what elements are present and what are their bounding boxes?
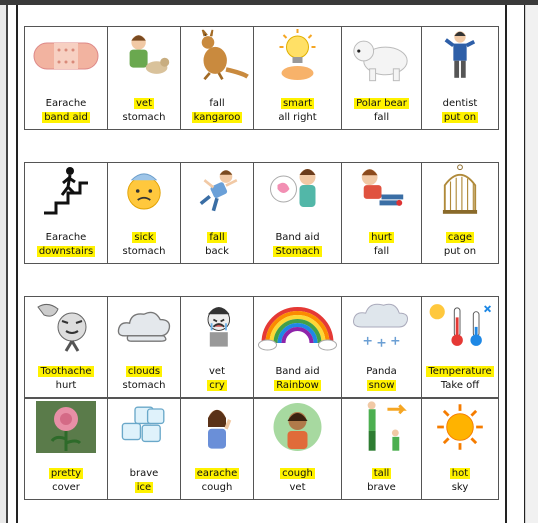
word-pair [108,365,180,393]
word-top [25,467,107,481]
vocabulary-card [253,162,342,264]
birdcage-icon [422,163,498,219]
plain-word: Band aid [275,366,320,377]
plain-word: Band aid [275,232,320,243]
highlighted-word: vet [136,98,152,109]
vocabulary-card [341,296,422,398]
plain-word: stomach [122,246,166,257]
word-pair [25,467,107,495]
highlighted-word: cry [209,380,225,391]
sheet-border-right [505,5,507,523]
word-pair [25,97,107,125]
stomach-boy-icon [254,163,341,219]
word-pair [422,467,498,495]
highlighted-word: Toothache [40,366,92,377]
vocabulary-card [421,26,499,130]
word-pair [422,365,498,393]
word-bottom [422,245,498,259]
word-top [342,467,421,481]
plain-word: stomach [122,380,166,391]
vocabulary-card [107,162,181,264]
vocabulary-card [180,398,254,500]
vocabulary-card [341,398,422,500]
word-pair [342,231,421,259]
vocabulary-card [180,26,254,130]
word-top [422,231,498,245]
word-bottom [108,379,180,393]
word-pair [181,467,253,495]
word-bottom [342,379,421,393]
plain-word: back [205,246,229,257]
word-bottom [108,245,180,259]
word-top [342,97,421,111]
polar-bear-icon [342,27,421,83]
downstairs-icon [25,163,107,219]
highlighted-word: pretty [50,468,82,479]
word-pair [254,231,341,259]
plain-word: put on [443,246,477,257]
idea-bulb-icon [254,27,341,83]
word-bottom [342,245,421,259]
word-bottom [25,245,107,259]
highlighted-word: hot [451,468,469,479]
rose-icon [25,399,107,455]
word-top [254,97,341,111]
plain-word: brave [367,482,396,493]
plain-word: sky [451,482,469,493]
word-bottom [254,111,341,125]
vocabulary-card [24,296,108,398]
plain-word: vet [289,482,306,493]
plain-word: fall [209,98,225,109]
highlighted-word: Rainbow [276,380,319,391]
plain-word: vet [209,366,225,377]
word-top [422,365,498,379]
word-bottom [108,481,180,495]
highlighted-word: Stomach [275,246,320,257]
word-pair [422,231,498,259]
hurt-boy-icon [342,163,421,219]
word-bottom [25,481,107,495]
highlighted-word: Temperature [428,366,492,377]
word-pair [108,467,180,495]
page-left-edge [6,5,8,523]
plain-word: all right [278,112,317,123]
plain-word: hurt [55,380,77,391]
word-pair [108,231,180,259]
vocabulary-card [24,398,108,500]
word-bottom [422,379,498,393]
tall-short-icon [342,399,421,455]
word-pair [254,97,341,125]
word-bottom [25,379,107,393]
word-bottom [108,111,180,125]
word-pair [342,97,421,125]
plain-word: cough [201,482,233,493]
vocabulary-card [24,26,108,130]
earache-girl-icon [181,399,253,455]
word-pair [181,97,253,125]
word-bottom [181,481,253,495]
word-bottom [342,111,421,125]
plain-word: brave [129,468,159,479]
clouds-icon [108,297,180,353]
word-top [25,97,107,111]
sheet-border-left [16,5,18,523]
word-pair [254,467,341,495]
plain-word: dentist [442,98,478,109]
word-top [108,365,180,379]
word-top [254,365,341,379]
word-top [181,97,253,111]
falling-boy-icon [181,163,253,219]
vocabulary-card [24,162,108,264]
snow-cloud-icon [342,297,421,353]
vocabulary-card [421,398,499,500]
toothache-icon [25,297,107,353]
vocabulary-card [421,296,499,398]
word-bottom [254,481,341,495]
dressing-person-icon [422,27,498,83]
sick-face-icon [108,163,180,219]
highlighted-word: smart [282,98,313,109]
vocabulary-card [180,162,254,264]
highlighted-word: band aid [44,112,88,123]
word-bottom [422,481,498,495]
ice-cubes-icon [108,399,180,455]
word-bottom [254,379,341,393]
vet-icon [108,27,180,83]
vocabulary-card [107,398,181,500]
highlighted-word: ice [136,482,152,493]
word-top [25,231,107,245]
word-bottom [254,245,341,259]
word-top [342,231,421,245]
word-bottom [422,111,498,125]
word-pair [422,97,498,125]
word-pair [181,365,253,393]
word-top [108,467,180,481]
band-aid-icon [25,27,107,83]
vocabulary-card [341,162,422,264]
vocabulary-card [253,26,342,130]
word-top [422,97,498,111]
vocabulary-card [107,296,181,398]
sun-icon [422,399,498,455]
word-bottom [181,245,253,259]
word-pair [108,97,180,125]
highlighted-word: downstairs [38,246,94,257]
highlighted-word: kangaroo [193,112,241,123]
word-top [108,97,180,111]
vocabulary-card [107,26,181,130]
word-pair [342,365,421,393]
highlighted-word: cage [447,232,473,243]
plain-word: fall [373,112,390,123]
vocabulary-card [421,162,499,264]
word-bottom [342,481,421,495]
plain-word: Take off [440,380,480,391]
plain-word: Earache [45,98,87,109]
highlighted-word: put on [443,112,477,123]
word-top [181,365,253,379]
word-top [422,467,498,481]
highlighted-word: hurt [371,232,392,243]
crying-boy-icon [181,297,253,353]
word-top [254,231,341,245]
word-bottom [181,379,253,393]
word-pair [342,467,421,495]
rainbow-icon [254,297,341,353]
word-top [181,467,253,481]
highlighted-word: sick [134,232,154,243]
vocabulary-card [253,296,342,398]
kangaroo-icon [181,27,253,83]
plain-word: Earache [45,232,87,243]
highlighted-word: fall [209,232,225,243]
vocabulary-card [180,296,254,398]
word-bottom [181,111,253,125]
thermometer-icon [422,297,498,353]
word-pair [254,365,341,393]
word-top [342,365,421,379]
vocabulary-card [253,398,342,500]
plain-word: cover [52,482,80,493]
word-bottom [25,111,107,125]
highlighted-word: Polar bear [356,98,407,109]
highlighted-word: tall [373,468,390,479]
plain-word: stomach [122,112,166,123]
word-top [181,231,253,245]
vertical-scrollbar[interactable] [525,5,538,523]
highlighted-word: cough [282,468,313,479]
coughing-girl-icon [254,399,341,455]
highlighted-word: snow [368,380,395,391]
word-pair [181,231,253,259]
word-top [108,231,180,245]
word-top [25,365,107,379]
plain-word: fall [373,246,390,257]
word-top [254,467,341,481]
highlighted-word: clouds [127,366,161,377]
vocabulary-card [341,26,422,130]
highlighted-word: earache [196,468,238,479]
word-pair [25,365,107,393]
plain-word: Panda [366,366,397,377]
word-pair [25,231,107,259]
